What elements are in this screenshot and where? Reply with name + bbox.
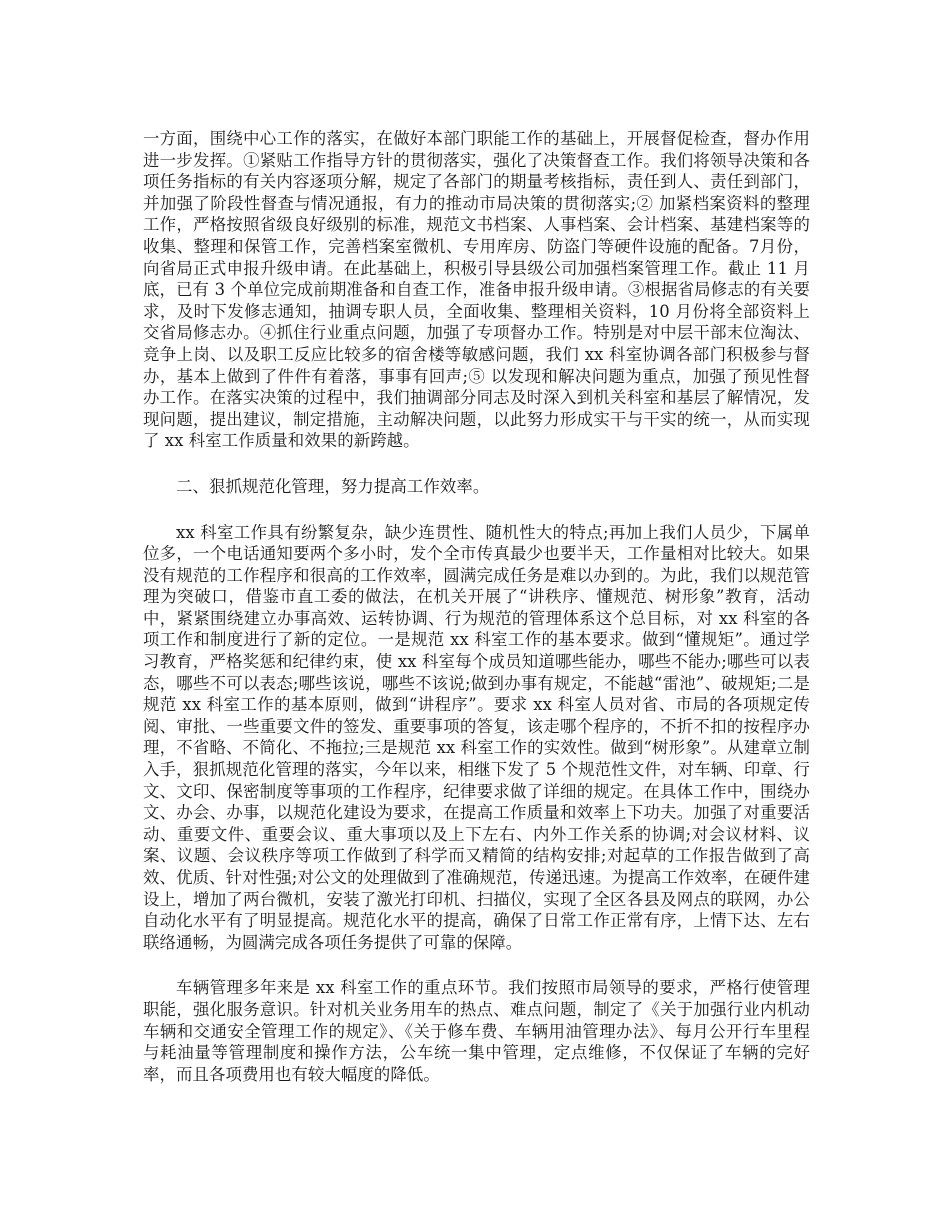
document-page xyxy=(143,128,810,1085)
paragraph-supervision: 一方面，围绕中心工作的落实，在做好本部门职能工作的基础上，开展督促检查，督办作用进一步发挥。①紧贴工作指导方针的贯彻落实，强化了决策督查工作。我们将领导决策和各项任务指标的有关内容逐项分解，规定了各部门的期量考核指标，责任到人、责任到部门，并加强了阶段性督查与情况通报，有力的推动市局决策的贯彻落实;② 加紧档案资料的整理工作，严格按照省级良好级别的标准，规范文书档案、人事档案、会计档案、基建档案等的收集、整理和保管工作，完善档案室微机、专用库房、防盗门等硬件设施的配备。7月份，向省局正式申报升级申请。在此基础上，积极引导县级公司加强档案管理工作。截止 11 月底，已有 3 个单位完成前期准备和自查工作，准备申报升级申请。③根据省局修志的有关要求，及时下发修志通知，抽调专职人员，全面收集、整理相关资料，10 月份将全部资料上交省局修志办。④抓住行业重点问题，加强了专项督办工作。特别是对中层干部末位淘汰、竞争上岗、以及职工反应比较多的宿舍楼等敏感问题，我们 xx 科室协调各部门积极参与督办，基本上做到了件件有着落，事事有回声;⑤ 以发现和解决问题为重点，加强了预见性督办工作。在落实决策的过程中，我们抽调部分同志及时深入到机关科室和基层了解情况，发现问题，提出建议，制定措施，主动解决问题，以此努力形成实干与干实的统一，从而实现了 xx 科室工作质量和效果的新跨越。 xyxy=(143,129,810,451)
paragraph-spacer xyxy=(143,452,810,476)
paragraph-vehicle-management: 车辆管理多年来是 xx 科室工作的重点环节。我们按照市局领导的要求，严格行使管理职能，强化服务意识。针对机关业务用车的热点、难点问题，制定了《关于加强行业内机动车辆和交通安全管理工作的规定》、《关于修车费、车辆用油管理办法》、每月公开行车里程与耗油量等管理制度和操作方法，公车统一集中管理，定点维修，不仅保证了车辆的完好率，而且各项费用也有较大幅度的降低。 xyxy=(143,978,810,1084)
paragraph-spacer xyxy=(143,498,810,522)
paragraph-spacer xyxy=(143,953,810,977)
section-heading-2: 二、狠抓规范化管理，努力提高工作效率。 xyxy=(176,476,490,496)
paragraph-standardization: xx 科室工作具有纷繁复杂，缺少连贯性、随机性大的特点;再加上我们人员少，下属单位多，一个电话通知要两个多小时，发个全市传真最少也要半天，工作量相对比较大。如果没有规范的工作程序和很高的工作效率，圆满完成任务是难以办到的。为此，我们以规范管理为突破口，借鉴市直工委的做法，在机关开展了“讲秩序、懂规范、树形象”教育，活动中，紧紧围绕建立办事高效、运转协调、行为规范的管理体系这个总目标，对 xx 科室的各项工作和制度进行了新的定位。一是规范 xx 科室工作的基本要求。做到“懂规矩”。通过学习教育，严格奖惩和纪律约束，使 xx 科室每个成员知道哪些能办，哪些不能办;哪些可以表态，哪些不可以表态;哪些该说，哪些不该说;做到办事有规定，不能越“雷池”、破规矩;二是规范 xx 科室工作的基本原则，做到“讲程序”。要求 xx 科室人员对省、市局的各项规定传阅、审批、一些重要文件的签发、重要事项的答复，该走哪个程序的，不折不扣的按程序办理，不省略、不简化、不拖拉;三是规范 xx 科室工作的实效性。做到“树形象”。从建章立制入手，狠抓规范化管理的落实，今年以来，相继下发了 5 个规范性文件，对车辆、印章、行文、文印、保密制度等事项的工作程序，纪律要求做了详细的规定。在具体工作中，围绕办文、办会、办事，以规范化建设为要求，在提高工作质量和效率上下功夫。加强了对重要活动、重要文件、重要会议、重大事项以及上下左右、内外工作关系的协调;对会议材料、议案、议题、会议秩序等项工作做到了科学而又精简的结构安排;对起草的工作报告做到了高效、优质、针对性强;对公文的处理做到了准确规范，传递迅速。为提高工作效率，在硬件建设上，增加了两台微机，安装了激光打印机、扫描仪，实现了全区各县及网点的联网，办公自动化水平有了明显提高。规范化水平的提高，确保了日常工作正常有序，上情下达、左右联络通畅，为圆满完成各项任务提供了可靠的保障。 xyxy=(143,522,810,952)
